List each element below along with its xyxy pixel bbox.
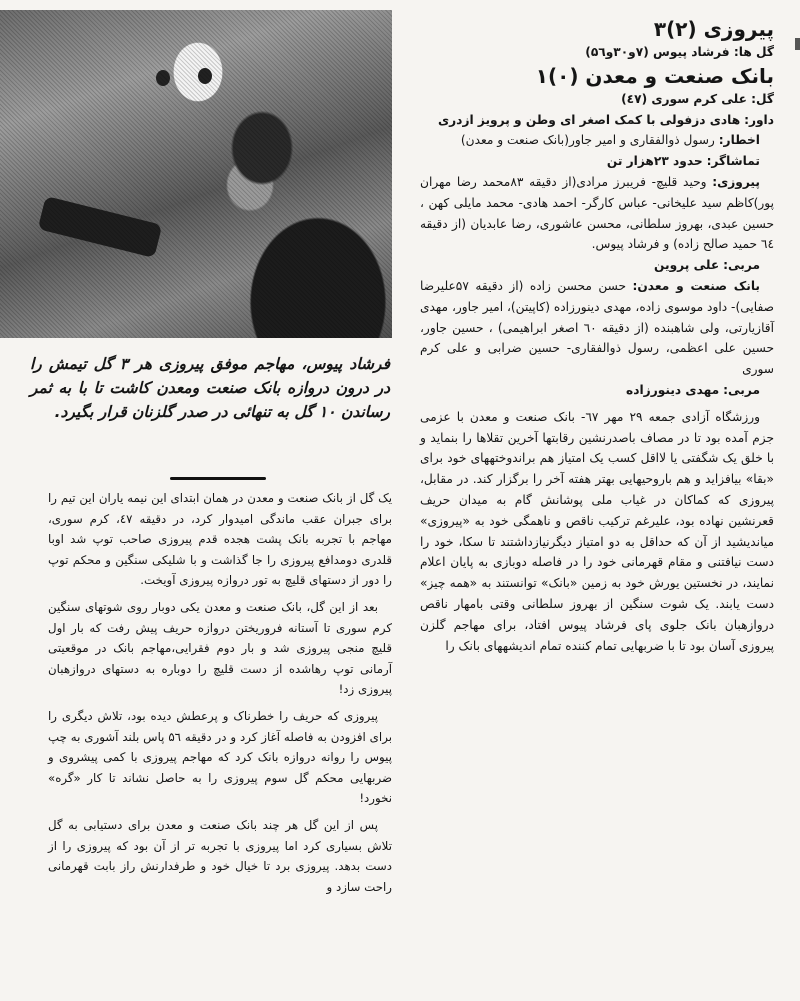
team2-goal: علی کرم سوری (٤٧) (621, 91, 747, 106)
spectators-line (420, 151, 774, 172)
player-arm (38, 196, 163, 258)
player-photo (0, 10, 392, 338)
team1-score-heading: پیروزی (۲)۳ (653, 17, 774, 41)
ball-patch (198, 68, 212, 84)
photo-caption: فرشاد پیوس، مهاجم موفق پیروزی هر ۳ گل تیمش را در درون دروازه بانک صنعت ومعدن کاشت تا با به ثمر رساندن ۱۰ گل به تنهائی در صدر گلزنان قرار بگیرد. (30, 355, 390, 421)
lineup2-value: حسن محسن زاده (از دقیقه ۵۷علیرضا صفایی)- داود موسوی زاده، مهدی دینورزاده (کاپیتن)، امیر جاور، مهدی آقازیارتی، ولی شاهبنده (از دقیقه ٦۰ اصغر ابراهیمی) ، حسین جاور، حسین علی اعظمی، رسول ذوالفقاری- حسین ضرابی و علی کرم سوری (420, 278, 774, 377)
left-article (48, 488, 392, 903)
article-paragraph: پس از این گل هر چند بانک صنعت و معدن برای دستیابی به گل تلاش بسیاری کرد اما پیروزی با تجربه تر از آن بود که پیروزی را از دست بدهد. پیروزی برد تا خیال خود و طرفدارنش راز بابت قهرمانی راحت سازد و (48, 817, 392, 894)
team1-goals: گل ها: فرشاد پیوس (۷و۳۰و۵٦) (585, 45, 774, 59)
team2-goal-line (420, 89, 774, 110)
coach1-line (420, 255, 774, 276)
right-article: ورزشگاه آزادی جمعه ۲۹ مهر ٦۷- بانک صنعت و معدن با عزمی جزم آمده بود تا در مصاف باصدرنشین رقابتها آخرین تقلاها را بنماید و با خلق یک شگفتی یا لااقل کسب یک امتیاز هم براندوختههای خود برای «بقا» بیافزاید و هم باروحیهایی بهتر هفته آخر را برگزار کند. در مقابل، پیروزی که کماکان در غیاب ملی پوشانش گام به میدان حریف قعرنشین نهاده بود، علیرغم ترکیب ناقص و ناهمگی خود به «پیروزی» میاندیشید از آن که حداقل به دو امتیاز دیگرنیازداشتند تا سکا، خود را دست نیافتنی و مقام قهرمانی خود را در فاصله دوبازی به پایان اعلام نمایند، در نخستین یورش خود به زمین «بانک» توانستند به «همه چیز» دست یابند. یک شوت سنگین از بهروز سلطانی وقتی بامهار ناقص دروازهبان بانک جلوی پای فرشاد پیوس افتاد، برای مهاجم گلزن پیروزی آسان بود تا با ضربهایی تمام کننده تمام اندیشههای بانک را (420, 409, 774, 653)
article-paragraph: یک گل از بانک صنعت و معدن در همان ابتدای این نیمه یاران این تیم را برای جبران عقب ماندگی امیدوار کرد، در دقیقه ٤٧، کرم سوری، مهاجم با تجربه بانک پشت هجده قدم پیروزی صاحب توپ شد اوبا قلدری دومدافع پیروزی را جا گذاشت و با شلیکی سنگین و محکم توپ را دور از دستهای قلیچ به تور دروازه پیروزی آویخت. (48, 491, 393, 588)
referee-label: داور: (744, 112, 774, 127)
lineup1-line (420, 172, 774, 255)
article-paragraph: پیروزی که حریف را خطرناک و پرعطش دیده بود، تلاش دیگری را برای افزودن به فاصله آغاز کرد و در دقیقه ۵٦ پاس بلند آشوری به چپ پیوس را روانه دروازه بانک کرد که مهاجم پیروزی با کمی پیشروی و ضربهایی محکم گل سوم پیروزی را به حاصل نشاند تا کار «گره» نخورد! (48, 708, 392, 806)
referee-value: هادی دزفولی با کمک اصغر ای وطن و پرویز ازدری (438, 112, 741, 127)
coach2-line (420, 380, 774, 401)
team2-score-heading: بانک صنعت و معدن (۰)۱ (535, 63, 774, 88)
separator-rule (170, 477, 266, 480)
ball-patch (156, 70, 170, 86)
article-paragraph: بعد از این گل، بانک صنعت و معدن یکی دوبار روی شوتهای سنگین کرم سوری تا آستانه فروریختن دروازه حریف پیش رفت که بار اول قلیچ منجی پیروزی شد و بار دوم فقرایی،مهاجم بانک در موقعیتی آرمانی توپ رهاشده از دست قلیچ را دوباره به دستهای دروازهبان پیروزی زد! (48, 599, 392, 697)
spectators-label: تماشاگر: (706, 154, 760, 169)
lineup2-label: بانک صنعت و معدن: (632, 278, 761, 293)
referee-line (420, 110, 774, 131)
page-edge-mark (795, 38, 800, 50)
warning-line (420, 130, 774, 151)
coach1-value: علی پروین (654, 258, 720, 273)
spectators-value: حدود ۲۳هزار تن (606, 154, 703, 169)
coach2-label: مربی: (723, 382, 760, 397)
lineup2-line (420, 276, 774, 380)
match-report (420, 16, 774, 656)
lineup1-label: پیروزی: (712, 174, 760, 189)
coach2-value: مهدی دینورزاده (626, 382, 720, 397)
goal-label: گل: (751, 91, 774, 106)
lineup1-value: وحید قلیچ- فریبرز مرادی(از دقیقه ۸۳محمد رضا مهران پور)کاظم سید علیخانی- عباس کارگر- احمد هادی- محمد مایلی کهن ، حسین عبدی، بهروز سلطانی، محسن عاشوری، رضا عابدیان (از دقیقه ٦٤ حمید صالح زاده) و فرشاد پیوس. (420, 174, 774, 252)
warning-value: رسول ذوالفقاری و امیر جاور(بانک صنعت و معدن) (460, 133, 715, 148)
coach1-label: مربی: (723, 258, 760, 273)
warning-label: اخطار: (718, 133, 760, 148)
